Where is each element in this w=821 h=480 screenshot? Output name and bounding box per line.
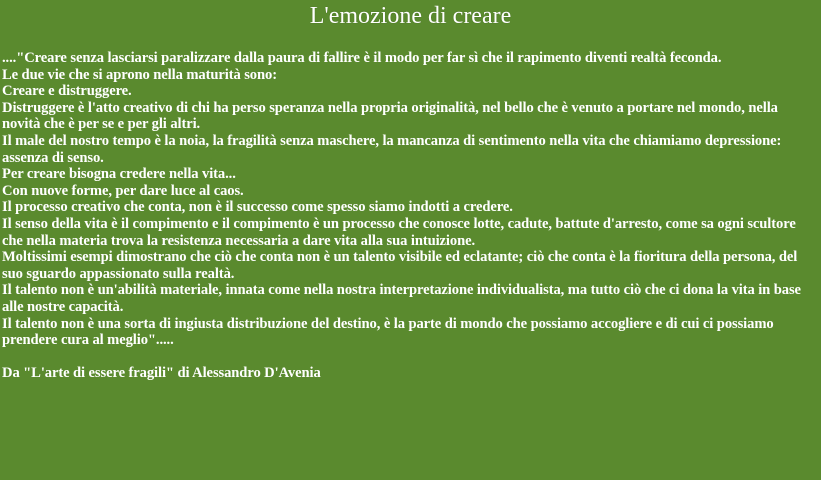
paragraph-3: Creare e distruggere.: [2, 83, 132, 100]
quote-body: [2, 50, 819, 382]
paragraph-12: Il talento non è una sorta di ingiusta distribuzione del destino, è la parte di mondo che possiamo accogliere e di cui ci possiamo prendere cura al meglio".....: [2, 315, 774, 349]
page-title: L'emozione di creare: [309, 3, 512, 29]
paragraph-8: Il processo creativo che conta, non è il successo come spesso siamo indotti a credere.: [2, 199, 513, 216]
paragraph-gap: [2, 349, 819, 366]
source-attribution: Da "L'arte di essere fragili" di Alessandro D'Avenia: [2, 365, 321, 382]
paragraph-4: Distruggere è l'atto creativo di chi ha perso speranza nella propria originalità, nel bello che è venuto a portare nel mondo, nella novità che è per se e per gli altri.: [2, 99, 778, 133]
paragraph-1: ...."Creare senza lasciarsi paralizzare dalla paura di fallire è il modo per far sì che il rapimento diventi realtà feconda.: [2, 50, 722, 66]
paragraph-10: Moltissimi esempi dimostrano che ciò che conta non è un talento visibile ed eclatante; ciò che conta è la fioritura della persona, del suo sguardo appassionato sulla realtà.: [2, 249, 798, 282]
paragraph-2: Le due vie che si aprono nella maturità sono:: [2, 66, 277, 83]
paragraph-9: Il senso della vita è il compimento e il compimento è un processo che conosce lotte, cadute, battute d'arresto, come sa ogni scultore che nella materia trova la resistenza necessaria a dare vita alla sua intuizione.: [2, 215, 796, 249]
paragraph-7: Con nuove forme, per dare luce al caos.: [2, 182, 244, 199]
paragraph-5: Il male del nostro tempo è la noia, la fragilità senza maschere, la mancanza di sentimento nella vita che chiamiamo depressione: assenza di senso.: [2, 132, 782, 166]
paragraph-11: Il talento non è un'abilità materiale, innata come nella nostra interpretazione individualista, ma tutto ciò che ci dona la vita in base alle nostre capacità.: [2, 282, 801, 315]
paragraph-6: Per creare bisogna credere nella vita...: [2, 166, 236, 183]
